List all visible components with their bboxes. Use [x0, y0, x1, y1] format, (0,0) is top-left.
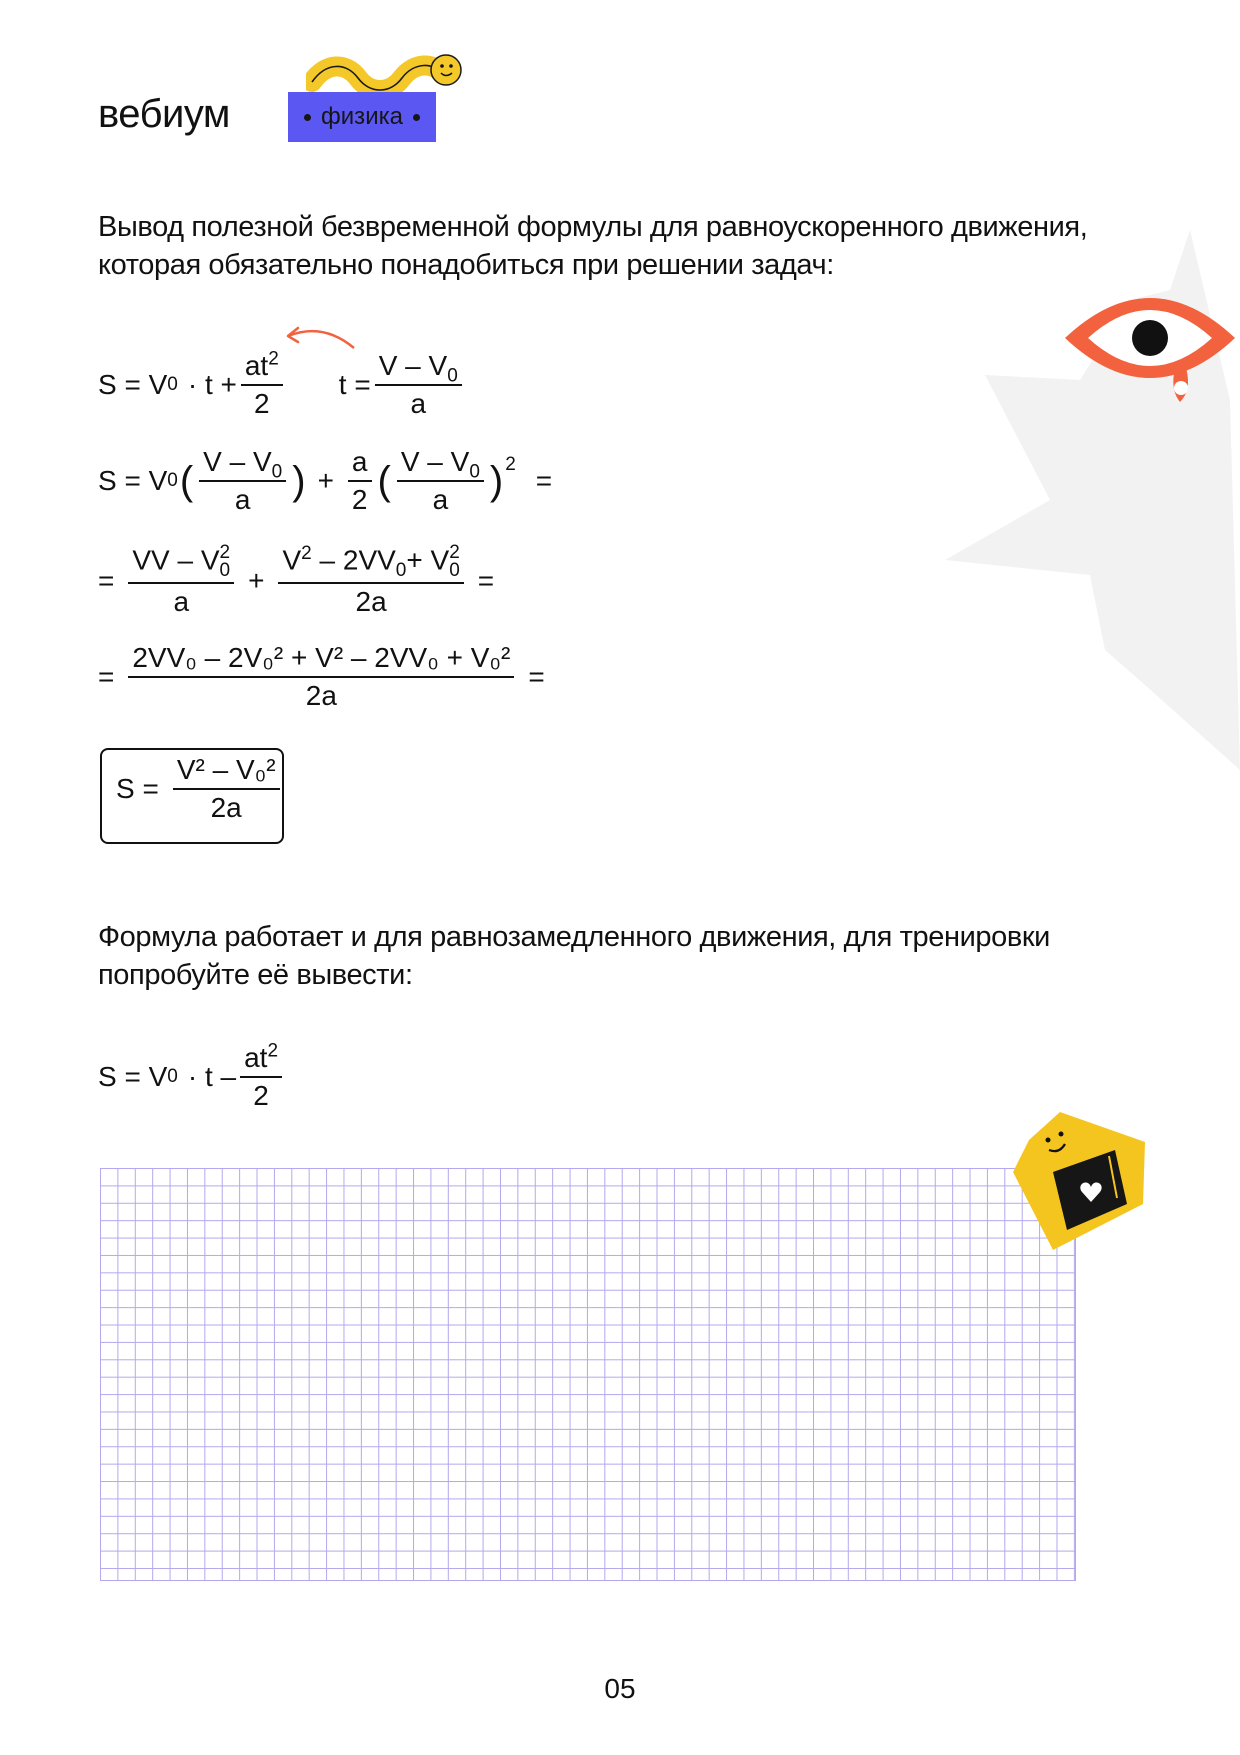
f2-left: S = V — [98, 465, 168, 496]
result-num: V² – V₀² — [173, 754, 280, 790]
f1-fraction — [241, 350, 283, 420]
f3-fraction-1 — [128, 544, 234, 618]
f5-fraction — [240, 1042, 282, 1112]
page-number: 05 — [604, 1673, 636, 1704]
f5-left: S = V — [98, 1061, 168, 1092]
f3-equals-lead: = — [98, 565, 115, 596]
f3-num1-sub: 0 — [219, 560, 231, 581]
t-den: a — [410, 388, 427, 419]
logo: вебиум — [98, 92, 230, 136]
result-fraction — [173, 754, 280, 824]
grid-paper[interactable] — [100, 1168, 1076, 1581]
formula-line-2: S = V 0 ( $\frac{V - V_0}{a}$ ) + $\frac{a}{2}$ ( $\frac{V - V_0}{a}$ ) $^2$ = — [98, 446, 553, 515]
result-den: 2a — [210, 792, 242, 823]
f2-den1: a — [234, 484, 251, 515]
f3-num2-c: + V — [406, 544, 450, 576]
f3-fraction-2 — [278, 544, 463, 618]
f3-num2-b: – 2VV — [311, 544, 396, 576]
t-num-sub: 0 — [447, 365, 458, 387]
f2-equals: = — [535, 465, 553, 496]
intro-paragraph: Вывод полезной безвременной формулы для равноускоренного движения, которая обязательно понадобиться при решении задач: — [98, 211, 1088, 281]
f5-sup: 2 — [267, 1040, 279, 1062]
f1-num: at — [244, 350, 269, 381]
f2-num3: V – V — [400, 446, 470, 477]
f3-num2-sub: 0 — [395, 559, 407, 581]
f4-equals-lead: = — [98, 661, 115, 692]
f2-den2: 2 — [351, 484, 368, 515]
f4-equals-trail: = — [528, 661, 545, 692]
formula-line-4 — [98, 642, 545, 712]
badge-dot-right — [413, 114, 420, 121]
t-num: V – V — [378, 350, 448, 381]
formula-line-5: S = V 0 · t – $\frac{at^2}{2}$ — [98, 1042, 286, 1112]
result-left: S = — [116, 773, 159, 804]
f1-den: 2 — [254, 388, 270, 419]
f5-den: 2 — [253, 1080, 269, 1111]
f4-den: 2a — [305, 680, 337, 711]
f3-num2-sub2: 0 — [449, 560, 460, 581]
paren-close-2: ) — [489, 458, 504, 503]
f2-plus: + — [317, 465, 334, 496]
result-formula — [116, 754, 284, 824]
f1-mid: · t + — [187, 369, 237, 400]
f2-num3-sub: 0 — [469, 461, 480, 483]
f2-num1: V – V — [203, 446, 272, 477]
f1-left: S = V — [98, 369, 168, 400]
f3-num2-sup: 2 — [301, 543, 312, 565]
f2-fraction-2 — [348, 446, 372, 516]
badge-dot-left — [304, 114, 311, 121]
subject-badge — [288, 92, 436, 142]
f3-equals-trail: = — [477, 565, 495, 596]
t-fraction — [375, 350, 462, 420]
f5-mid: · t – — [187, 1061, 237, 1092]
outro-paragraph: Формула работает и для равнозамедленного движения, для тренировки попробуйте её вывести: — [98, 921, 1050, 991]
house-mascot-icon — [1005, 1112, 1150, 1252]
f2-num1-sub: 0 — [271, 461, 283, 483]
f3-den1: a — [173, 586, 190, 617]
f3-num1-sup: 2 — [219, 542, 231, 563]
f3-num1: VV – V — [132, 544, 220, 576]
f3-num2-a: V — [282, 544, 302, 576]
f2-num2: a — [348, 446, 372, 482]
f3-plus: + — [248, 565, 265, 596]
eye-icon — [1060, 270, 1240, 410]
f3-den2: 2a — [355, 586, 387, 617]
f2-fraction-3 — [397, 446, 484, 516]
substitution-arrow-icon — [278, 322, 358, 352]
t-left: t = — [338, 369, 371, 400]
f2-den3: a — [432, 484, 449, 515]
f1-sup: 2 — [268, 348, 279, 370]
badge-label: физика — [321, 103, 403, 130]
paren-close-1: ) — [292, 458, 306, 503]
formula-line-1: S = V 0 · t + $\frac{at^2}{2}$ t = $\frac{V - V_0}{a}$ — [98, 350, 466, 420]
f2-fraction-1 — [199, 446, 286, 516]
paren-open-2: ( — [377, 458, 391, 503]
formula-line-3 — [98, 544, 494, 618]
f4-fraction — [128, 642, 514, 712]
paren-open-1: ( — [179, 458, 194, 503]
f3-num2-sup2: 2 — [449, 542, 460, 563]
f4-num: 2VV₀ – 2V₀² + V² – 2VV₀ + V₀² — [128, 642, 514, 678]
f5-num: at — [244, 1042, 268, 1073]
